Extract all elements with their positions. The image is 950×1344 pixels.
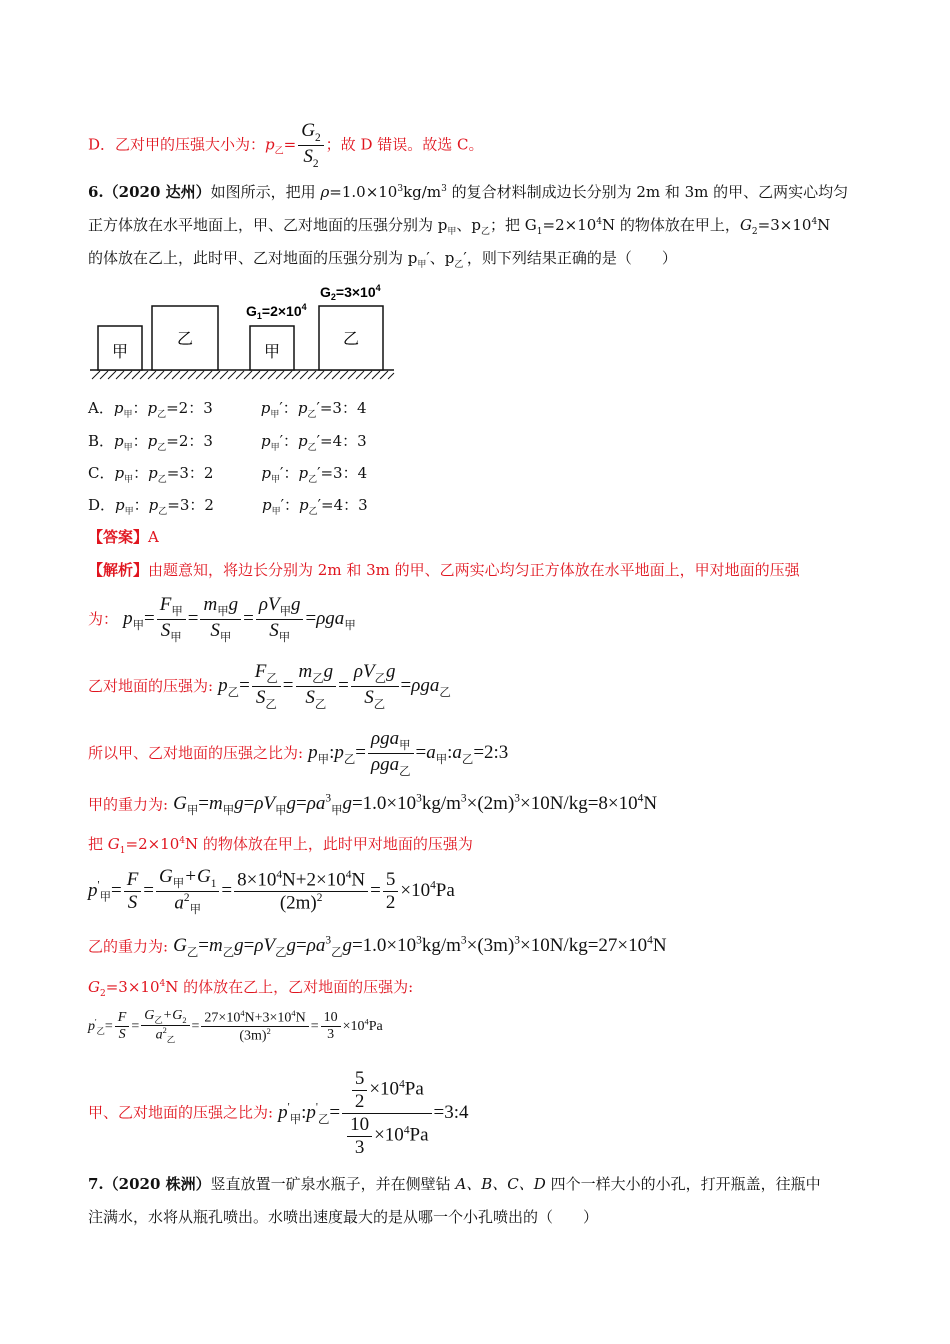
jia-weight-rest: ×(2m): [466, 793, 515, 815]
q6-text: ′、p: [426, 249, 455, 267]
q7-line1: [88, 1173, 821, 1194]
eq-yi-weight: 乙的重力为: $G_乙=m_乙g=\rho V_乙g=\rho a^3_乙g=1.0\times 10^3kg/m^3\times(3m)^3\times 10N/kg=27\times 10^4N$: [88, 935, 667, 960]
q6-text: N: [817, 216, 831, 234]
q6-text: 的复合材料制成边长分别为 2m 和 3m 的甲、乙两实心均匀: [446, 183, 849, 201]
eq-py-prime: $p'_乙=$ $\frac{F}{S}$ = $\frac{G_乙+G_2}{a^2_乙}$ = $\frac{27\times 10^4N+3\times 10^4N}{(3m)^2}$ = $\frac{10}{3}$ $\times 10^4Pa$: [88, 1008, 383, 1045]
yi-weight-formula: =1.0×10: [351, 935, 417, 957]
put-g1-rest: N 的物体放在甲上，此时甲对地面的压强为: [185, 835, 473, 853]
final-ratio-label: 甲、乙对地面的压强之比为:: [88, 1103, 274, 1122]
q6-line2: [88, 214, 830, 237]
analysis-label: 【解析】: [88, 561, 149, 579]
q6-sub: 2: [751, 227, 758, 237]
option-ratio1: =2：3: [166, 432, 213, 450]
eq-final-ratio: 甲、乙对地面的压强之比为: $p'_甲:p'_乙=$ $\frac{5}{2}$ $\times 10^4Pa$ $\frac{10}{3}$ $\times 10^4Pa$ =3:4: [88, 1068, 469, 1158]
jia-weight-unit: kg/m: [421, 793, 461, 815]
option-letter: C．: [88, 464, 115, 482]
eq-p-jia: 为： $p_甲=$ $\frac{F_甲}{S_甲}$ = $\frac{m_甲g}{S_甲}$ = $\frac{\rho V_甲g}{S_甲}$ =ρga$_甲$: [88, 594, 356, 644]
q6-text: 正方体放在水平地面上，甲、乙对地面的压强分别为 p: [88, 216, 448, 234]
option-row: A．$p_甲$：$p_乙=2$：3 $p_甲'$：$p_乙'=3$：4: [88, 399, 367, 420]
rho-symbol: ρ: [320, 183, 330, 201]
q6-sup: 3: [441, 184, 447, 194]
q6-sub: 甲: [447, 227, 457, 237]
jia-weight-label: 甲的重力为:: [88, 795, 169, 814]
frac-den: S: [303, 145, 313, 167]
put-g1-sup: 4: [179, 836, 186, 846]
prev-option-d-lead: D．乙对甲的压强大小为：: [88, 135, 266, 154]
analysis-text: 由题意知，将边长分别为 2m 和 3m 的甲、乙两实心均匀正方体放在水平地面上，甲对地面的压强: [148, 561, 800, 579]
option-ratio1: =3：2: [167, 496, 214, 514]
q6-sub: 乙: [454, 260, 464, 270]
option-ratio2: =3：4: [320, 464, 368, 482]
yi-weight-unit: kg/m: [421, 935, 461, 957]
option-ratio2: =4：3: [320, 432, 367, 450]
option-row: B．$p_甲$：$p_乙=2$：3 $p_甲'$：$p_乙'=4$：3: [88, 432, 367, 453]
option-row: C．$p_甲$：$p_乙=3$：2 $p_甲'$：$p_乙'=3$：4: [88, 464, 368, 485]
eq-p-yi: 乙对地面的压强为: $p_乙=$ $\frac{F_乙}{S_乙}$ = $\frac{m_乙g}{S_乙}$ = $\frac{\rho V_乙g}{S_乙}$ =ρga$_乙$: [88, 661, 451, 711]
q6-sup: 4: [596, 217, 603, 227]
put-g2-val: =3×10: [105, 978, 160, 996]
q6-text: G: [739, 216, 752, 234]
yi-weight-rest2: ×10N/kg=27×10: [519, 935, 648, 957]
cube-jia-label: 甲: [111, 342, 129, 361]
put-g2-line: [88, 976, 413, 999]
prev-option-d-conclusion: 。故选 C。: [407, 135, 484, 154]
frac-num: G: [301, 120, 315, 141]
prev-option-d-tail: ；故 D 错误: [325, 135, 408, 154]
eq-ratio: 所以甲、乙对地面的压强之比为: $p_甲:p_乙=$ $\frac{\rho ga_甲}{\rho ga_乙}$ $=a_甲:a_乙=2:3$: [88, 728, 509, 778]
g2-label: $G_2=3\times 10^4$: [320, 283, 381, 302]
frac-den-sub: 2: [312, 157, 319, 170]
put-g1-sub: 1: [119, 846, 126, 856]
cube-yi-label: 乙: [176, 329, 194, 348]
q6-number: 6.: [88, 183, 104, 201]
q6-sup: 4: [811, 217, 818, 227]
eq-jia-weight: 甲的重力为: $G_甲=m_甲g=\rho V_甲g=\rho a^3_甲g=1.0\times 10^3kg/m^3\times(2m)^3\times 10N/kg=8\times 10^4N$: [88, 793, 658, 818]
put-g2-g: G: [88, 978, 100, 996]
answer-label: 【答案】: [88, 528, 149, 546]
q6-text: ；把 G: [490, 216, 537, 234]
option-row: D．$p_甲$：$p_乙=3$：2 $p_甲'$：$p_乙'=4$：3: [88, 496, 368, 517]
q6-sub: 甲: [417, 260, 427, 270]
g2-over-s2-fraction: [298, 120, 323, 171]
yi-weight-end: N: [652, 935, 667, 957]
option-ratio2: =3：4: [319, 399, 367, 417]
yi-pressure-label: 乙对地面的压强为:: [88, 676, 214, 695]
analysis-line1: [88, 559, 800, 580]
final-ratio-result: =3:4: [433, 1101, 469, 1123]
put-g2-rest: N 的体放在乙上，乙对地面的压强为:: [165, 978, 414, 996]
q7-text: 注满水，水将从瓶孔喷出。水喷出速度最大的是从哪一个小孔喷出的（ ）: [88, 1208, 599, 1226]
q6-sub: 1: [536, 227, 543, 237]
option-ratio1: =2：3: [166, 399, 213, 417]
answer-value: A: [148, 528, 159, 546]
yi-weight-label: 乙的重力为:: [88, 937, 169, 956]
cube-yi-label: 乙: [342, 329, 360, 348]
put-g2-sub: 2: [99, 989, 106, 999]
q7-letters: A、B、C、D: [455, 1175, 546, 1193]
q7-text: 四个一样大小的小孔，打开瓶盖，往瓶中: [545, 1175, 821, 1193]
put-g1-val: =2×10: [125, 835, 180, 853]
q6-answer: [88, 526, 159, 547]
q7-line2: [88, 1206, 598, 1227]
pressure-symbol: p: [265, 135, 275, 154]
put-g1-text: 把: [88, 835, 108, 853]
frac-num-sub: 2: [314, 131, 321, 144]
put-g1-g: G: [107, 835, 120, 853]
option-ratio2: =4：3: [321, 496, 368, 514]
jia-weight-rest2: ×10N/kg=8×10: [519, 793, 638, 815]
pressure-subscript: 乙: [274, 146, 284, 157]
q6-line3: [88, 247, 677, 270]
eq-pj-prime: $p'_甲=$ $\frac{F}{S}$ = $\frac{G_甲+G_1}{a^2_甲}$ = $\frac{8\times 10^4N+2\times 10^4N}{(2m)^2}$ = $\frac{5}{2}$ $\times 10^4Pa$: [88, 866, 455, 917]
q6-text: 、p: [456, 216, 481, 234]
option-ratio1: =3：2: [166, 464, 214, 482]
option-letter: B．: [88, 432, 115, 450]
q6-text: =1.0×10: [329, 183, 398, 201]
prev-option-d: [88, 120, 484, 171]
cubes-figure: [88, 282, 398, 382]
g1-label: $G_1=2\times 10^4$: [246, 302, 307, 321]
option-letter: D．: [88, 496, 116, 514]
q7-text: 竖直放置一矿泉水瓶子，并在侧壁钻: [210, 1175, 456, 1193]
q6-text: =2×10: [542, 216, 597, 234]
q7-source: （2020 株洲）: [103, 1175, 211, 1193]
q6-text: =3×10: [757, 216, 812, 234]
put-g2-sup: 4: [159, 979, 166, 989]
q6-line1: [88, 181, 848, 202]
q7-number: 7.: [88, 1175, 104, 1193]
q6-sub: 乙: [481, 227, 491, 237]
q6-source: （2020 达州）: [103, 183, 211, 201]
wei-label: 为：: [88, 609, 119, 628]
q6-text: ′，则下列结果正确的是（ ）: [463, 249, 677, 267]
ratio-label: 所以甲、乙对地面的压强之比为:: [88, 743, 304, 762]
q6-text: N 的物体放在甲上，: [602, 216, 740, 234]
q6-text: kg/m: [403, 183, 442, 201]
q6-text: 如图所示，把用: [210, 183, 321, 201]
option-letter: A．: [88, 399, 114, 417]
q6-sup: 3: [397, 184, 404, 194]
put-g1-line: [88, 833, 473, 856]
cube-jia-label: 甲: [263, 342, 281, 361]
jia-weight-end: N: [643, 793, 658, 815]
q6-text: 的体放在乙上，此时甲、乙对地面的压强分别为 p: [88, 249, 418, 267]
ground-hatching: [92, 371, 394, 379]
ratio-result: =2:3: [473, 741, 509, 763]
equals-sign: =: [283, 135, 297, 154]
jia-weight-formula: =1.0×10: [351, 793, 417, 815]
yi-weight-rest: ×(3m): [466, 935, 515, 957]
